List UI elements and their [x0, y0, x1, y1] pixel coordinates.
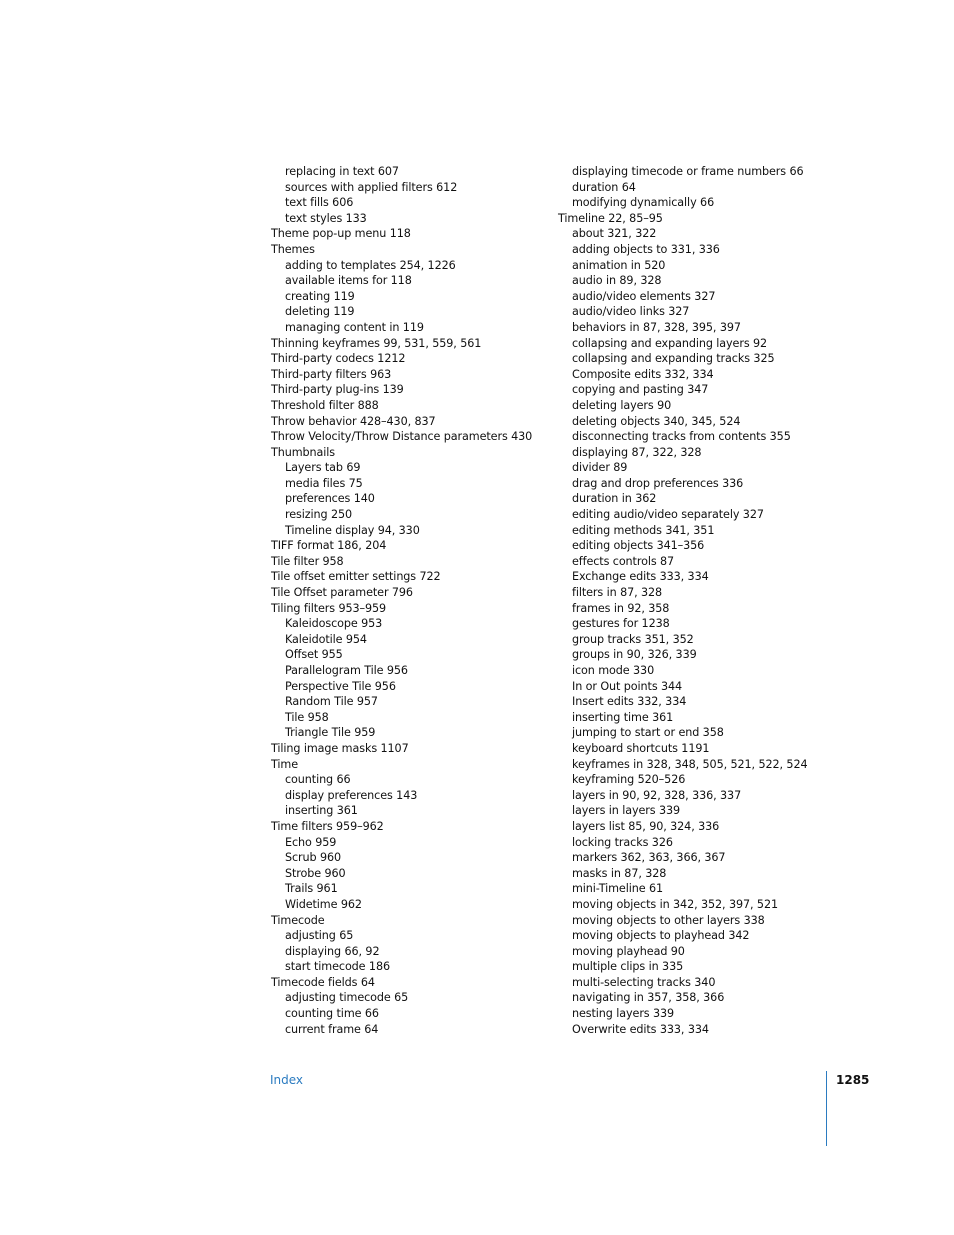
- index-subentry: Tile 958: [285, 710, 329, 724]
- index-subentry: about 321, 322: [572, 227, 657, 241]
- index-entry: Thumbnails: [271, 445, 336, 459]
- index-subentry: filters in 87, 328: [572, 586, 663, 600]
- index-entry: Third-party plug-ins 139: [271, 383, 404, 397]
- index-subentry: disconnecting tracks from contents 355: [572, 430, 791, 444]
- index-subentry: Parallelogram Tile 956: [285, 664, 408, 677]
- index-entry: Tile filter 958: [271, 554, 344, 568]
- index-subentry: resizing 250: [285, 508, 353, 522]
- index-subentry: In or Out points 344: [572, 679, 683, 693]
- index-subentry: duration 64: [572, 180, 636, 194]
- index-entry: Time: [271, 757, 298, 771]
- index-entry: Time filters 959–962: [271, 819, 384, 833]
- index-subentry: behaviors in 87, 328, 395, 397: [572, 320, 741, 334]
- index-subentry: modifying dynamically 66: [572, 196, 715, 210]
- index-entry: TIFF format 186, 204: [271, 539, 387, 553]
- index-subentry: audio/video links 327: [572, 305, 690, 319]
- index-subentry: adding objects to 331, 336: [572, 242, 720, 256]
- index-subentry: Triangle Tile 959: [285, 726, 376, 740]
- index-subentry: moving objects in 342, 352, 397, 521: [572, 897, 778, 911]
- index-subentry: drag and drop preferences 336: [572, 476, 744, 490]
- index-subentry: counting 66: [285, 773, 351, 787]
- index-subentry: multiple clips in 335: [572, 960, 684, 974]
- index-subentry: creating 119: [285, 289, 355, 303]
- footer-section-label: Index: [270, 1073, 304, 1087]
- index-subentry: Random Tile 957: [285, 695, 378, 709]
- index-subentry: Widetime 962: [285, 897, 362, 911]
- index-subentry: moving objects to other layers 338: [572, 913, 765, 927]
- index-entry: Throw Velocity/Throw Distance parameters 430: [271, 430, 533, 444]
- index-subentry: editing methods 341, 351: [572, 523, 715, 537]
- index-entry: Tile offset emitter settings 722: [271, 570, 441, 584]
- index-entry: Throw behavior 428–430, 837: [271, 414, 436, 428]
- index-subentry: moving objects to playhead 342: [572, 929, 750, 943]
- index-entry: Tile Offset parameter 796: [271, 586, 413, 600]
- index-entry: Tiling filters 953–959: [271, 601, 387, 615]
- index-subentry: adding to templates 254, 1226: [285, 258, 456, 272]
- index-entry: Timecode fields 64: [271, 975, 375, 989]
- index-subentry: replacing in text 607: [285, 165, 399, 178]
- index-subentry: icon mode 330: [572, 664, 655, 677]
- index-entry: Tiling image masks 1107: [271, 741, 409, 755]
- index-subentry: animation in 520: [572, 258, 666, 272]
- index-subentry: displaying 87, 322, 328: [572, 445, 702, 459]
- index-subentry: text styles 133: [285, 211, 367, 225]
- index-subentry: copying and pasting 347: [572, 383, 709, 397]
- index-subentry: deleting layers 90: [572, 398, 672, 412]
- index-subentry: editing audio/video separately 327: [572, 508, 764, 522]
- index-subentry: Layers tab 69: [285, 461, 361, 475]
- index-entry: Theme pop-up menu 118: [271, 227, 411, 241]
- index-entry: Threshold filter 888: [271, 398, 379, 412]
- index-subentry: deleting objects 340, 345, 524: [572, 414, 741, 428]
- index-subentry: adjusting 65: [285, 929, 354, 943]
- index-column-left: [271, 164, 551, 1037]
- index-entry: Third-party codecs 1212: [271, 352, 406, 366]
- index-subentry: counting time 66: [285, 1007, 379, 1021]
- index-subentry: audio in 89, 328: [572, 274, 662, 288]
- index-subentry: deleting 119: [285, 305, 355, 319]
- index-subentry: managing content in 119: [285, 320, 424, 334]
- index-subentry: navigating in 357, 358, 366: [572, 991, 725, 1005]
- index-subentry: locking tracks 326: [572, 835, 673, 849]
- index-subentry: keyframing 520–526: [572, 773, 686, 787]
- index-subentry: mini-Timeline 61: [572, 882, 663, 896]
- footer-divider: [826, 1071, 827, 1146]
- index-entry: Timecode: [271, 913, 325, 927]
- index-subentry: divider 89: [572, 461, 628, 475]
- index-subentry: collapsing and expanding layers 92: [572, 336, 768, 350]
- index-subentry: start timecode 186: [285, 960, 390, 974]
- index-subentry: inserting 361: [285, 804, 358, 818]
- index-subentry: effects controls 87: [572, 554, 675, 568]
- index-subentry: display preferences 143: [285, 788, 418, 802]
- index-entry: Timeline 22, 85–95: [558, 211, 663, 225]
- index-subentry: available items for 118: [285, 274, 412, 288]
- index-subentry: collapsing and expanding tracks 325: [572, 352, 775, 366]
- index-subentry: inserting time 361: [572, 710, 674, 724]
- index-subentry: markers 362, 363, 366, 367: [572, 851, 726, 865]
- index-subentry: group tracks 351, 352: [572, 632, 694, 646]
- index-subentry: multi-selecting tracks 340: [572, 975, 716, 989]
- index-subentry: Exchange edits 333, 334: [572, 570, 709, 584]
- index-subentry: media files 75: [285, 476, 363, 490]
- index-subentry: Overwrite edits 333, 334: [572, 1022, 709, 1036]
- index-subentry: preferences 140: [285, 492, 375, 506]
- index-column-right: [558, 164, 858, 1037]
- index-subentry: Trails 961: [285, 882, 338, 896]
- index-subentry: current frame 64: [285, 1022, 379, 1036]
- index-subentry: frames in 92, 358: [572, 601, 670, 615]
- index-subentry: nesting layers 339: [572, 1007, 675, 1021]
- index-entry: Themes: [271, 242, 315, 256]
- index-subentry: groups in 90, 326, 339: [572, 648, 697, 662]
- index-subentry: editing objects 341–356: [572, 539, 705, 553]
- index-subentry: audio/video elements 327: [572, 289, 716, 303]
- index-subentry: keyboard shortcuts 1191: [572, 741, 710, 755]
- index-subentry: Kaleidoscope 953: [285, 617, 383, 631]
- index-subentry: layers in layers 339: [572, 804, 681, 818]
- index-subentry: Scrub 960: [285, 851, 342, 865]
- index-subentry: gestures for 1238: [572, 617, 670, 631]
- index-subentry: Perspective Tile 956: [285, 679, 396, 693]
- index-subentry: masks in 87, 328: [572, 866, 667, 880]
- index-subentry: text fills 606: [285, 196, 354, 210]
- page-number: 1285: [836, 1073, 870, 1087]
- index-subentry: sources with applied filters 612: [285, 180, 458, 194]
- index-subentry: Insert edits 332, 334: [572, 695, 687, 709]
- index-subentry: Composite edits 332, 334: [572, 367, 714, 381]
- index-subentry: duration in 362: [572, 492, 657, 506]
- index-subentry: keyframes in 328, 348, 505, 521, 522, 524: [572, 757, 808, 771]
- index-subentry: Offset 955: [285, 648, 343, 662]
- index-subentry: Kaleidotile 954: [285, 632, 367, 646]
- index-entry: Third-party filters 963: [271, 367, 392, 381]
- index-subentry: displaying 66, 92: [285, 944, 380, 958]
- index-subentry: jumping to start or end 358: [572, 726, 724, 740]
- index-subentry: layers in 90, 92, 328, 336, 337: [572, 788, 742, 802]
- index-subentry: Echo 959: [285, 835, 337, 849]
- index-subentry: Timeline display 94, 330: [285, 523, 420, 537]
- index-subentry: moving playhead 90: [572, 944, 685, 958]
- index-subentry: adjusting timecode 65: [285, 991, 409, 1005]
- index-subentry: layers list 85, 90, 324, 336: [572, 819, 720, 833]
- index-subentry: displaying timecode or frame numbers 66: [572, 165, 804, 178]
- index-subentry: Strobe 960: [285, 866, 346, 880]
- index-entry: Thinning keyframes 99, 531, 559, 561: [271, 336, 482, 350]
